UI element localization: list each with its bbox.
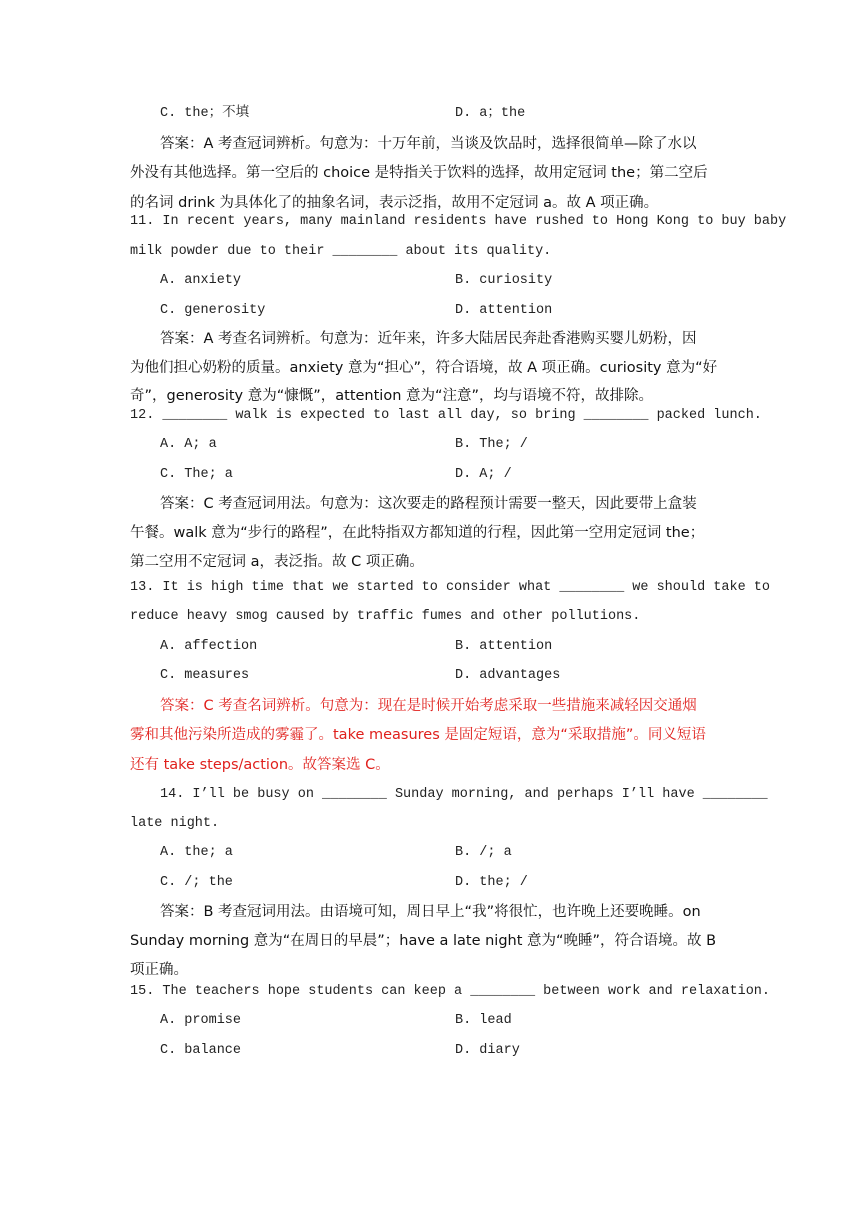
option-b: B. curiosity xyxy=(455,273,553,288)
answer-line: 午餐。walk 意为“步行的路程”，在此特指双方都知道的行程，因此第一空用定冠词 the； xyxy=(130,525,705,541)
option-a: A. the; a xyxy=(160,845,233,860)
option-d: D. diary xyxy=(455,1043,520,1058)
answer-line: 的名词 drink 为具体化了的抽象名词，表示泛指，故用不定冠词 a。故 A 项正确。 xyxy=(130,195,659,211)
option-b: B. The; / xyxy=(455,437,528,452)
answer-line: 答案：A 考查名词辨析。句意为：近年来，许多大陆居民奔赴香港购买婴儿奶粉，因 xyxy=(160,331,697,347)
option-c: C. /; the xyxy=(160,875,233,890)
option-a: A. promise xyxy=(160,1013,242,1028)
option-a: A. anxiety xyxy=(160,273,242,288)
question-line: 15. The teachers hope students can keep a ________ between work and relaxation. xyxy=(130,984,771,999)
option-c: C. generosity xyxy=(160,303,266,318)
option-b: B. /; a xyxy=(455,845,512,860)
question-line: late night. xyxy=(130,816,220,831)
option-d: D. the; / xyxy=(455,875,528,890)
option-b: B. lead xyxy=(455,1013,512,1028)
option-d: D. A; / xyxy=(455,467,512,482)
answer-line: 答案：C 考查冠词用法。句意为：这次要走的路程预计需要一整天，因此要带上盒装 xyxy=(160,496,697,512)
answer-line: 外没有其他选择。第一空后的 choice 是特指关于饮料的选择，故用定冠词 the；第二空后 xyxy=(130,165,708,181)
question-line: reduce heavy smog caused by traffic fumes and other pollutions. xyxy=(130,609,641,624)
answer-line: Sunday morning 意为“在周日的早晨”；have a late night 意为“晚睡”，符合语境。故 B xyxy=(130,933,717,949)
option-a: A. affection xyxy=(160,639,258,654)
option-c: C. balance xyxy=(160,1043,242,1058)
option-d: D. a；the xyxy=(455,106,526,121)
question-line: 13. It is high time that we started to consider what ________ we should take to xyxy=(130,580,771,595)
answer-line: 第二空用不定冠词 a，表泛指。故 C 项正确。 xyxy=(130,554,424,570)
question-line: milk powder due to their ________ about its quality. xyxy=(130,244,552,259)
option-d: D. advantages xyxy=(455,668,561,683)
option-c: C. The; a xyxy=(160,467,233,482)
answer-line: 为他们担心奶粉的质量。anxiety 意为“担心”，符合语境，故 A 项正确。curiosity 意为“好 xyxy=(130,360,718,376)
answer-line-highlighted: 答案：C 考查名词辨析。句意为：现在是时候开始考虑采取一些措施来减轻因交通烟 xyxy=(160,698,697,714)
question-line: 12. ________ walk is expected to last all day, so bring ________ packed lunch. xyxy=(130,408,762,423)
answer-line: 答案：B 考查冠词用法。由语境可知，周日早上“我”将很忙，也许晚上还要晚睡。on xyxy=(160,904,701,920)
answer-line: 答案：A 考查冠词辨析。句意为：十万年前，当谈及饮品时，选择很简单—除了水以 xyxy=(160,136,697,152)
answer-line-highlighted: 还有 take steps/action。故答案选 C。 xyxy=(130,757,390,773)
answer-line: 项正确。 xyxy=(130,962,188,978)
option-b: B. attention xyxy=(455,639,553,654)
answer-line-highlighted: 雾和其他污染所造成的雾霾了。take measures 是固定短语，意为“采取措施”。同义短语 xyxy=(130,727,706,743)
option-c: C. the；不填 xyxy=(160,106,250,121)
question-line: 11. In recent years, many mainland residents have rushed to Hong Kong to buy baby xyxy=(130,214,787,229)
option-d: D. attention xyxy=(455,303,553,318)
question-line: 14. I’ll be busy on ________ Sunday morning, and perhaps I’ll have ________ xyxy=(160,787,768,802)
option-a: A. A; a xyxy=(160,437,217,452)
option-c: C. measures xyxy=(160,668,250,683)
answer-line: 奇”，generosity 意为“慷慨”，attention 意为“注意”，均与语境不符，故排除。 xyxy=(130,388,654,404)
